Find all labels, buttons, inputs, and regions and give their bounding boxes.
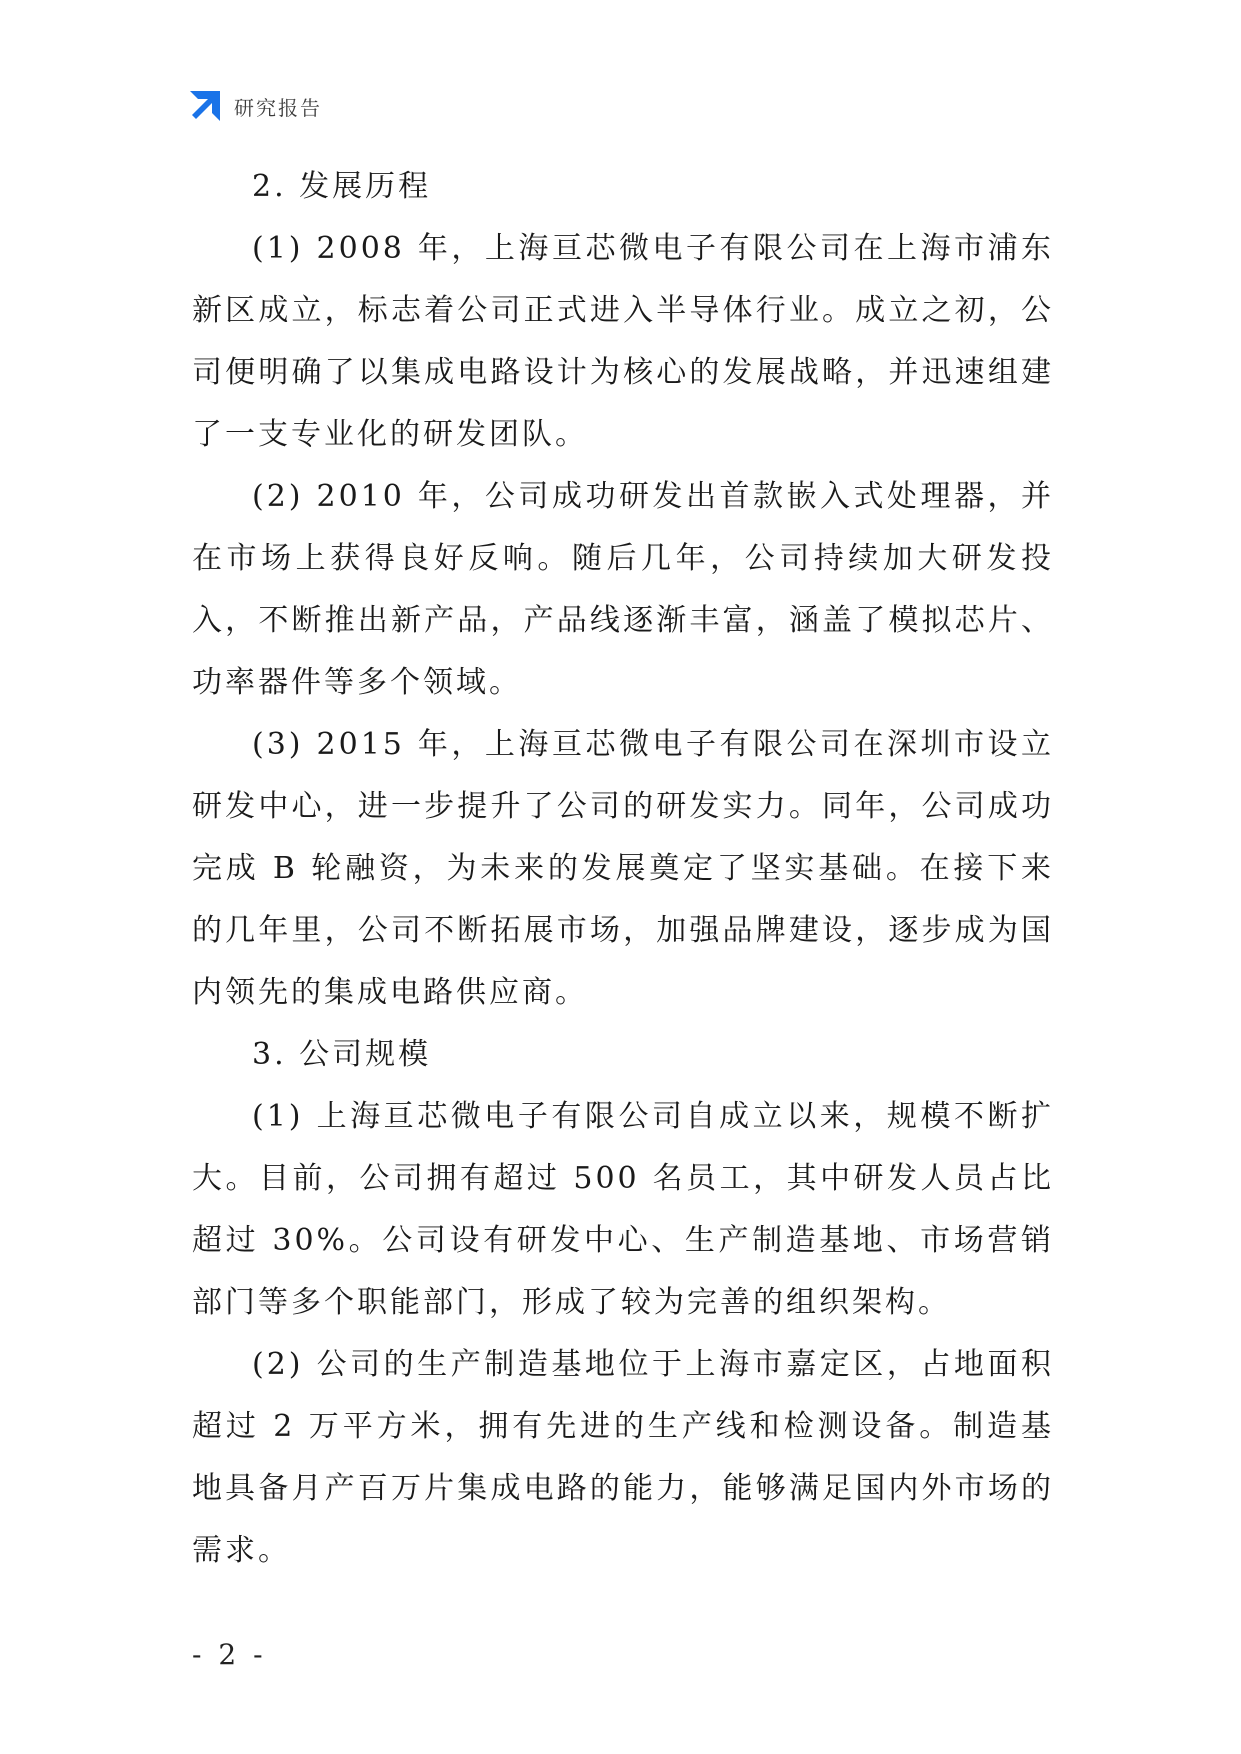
paragraph: (1) 上海亘芯微电子有限公司自成立以来，规模不断扩大。目前，公司拥有超过 500 名员工，其中研发人员占比超过 30%。公司设有研发中心、生产制造基地、市场营销部门等多个职能部门，形成了较为完善的组织架构。: [192, 1099, 1054, 1320]
paragraph: (3) 2015 年，上海亘芯微电子有限公司在深圳市设立研发中心，进一步提升了公司的研发实力。同年，公司成功完成 B 轮融资，为未来的发展奠定了坚实基础。在接下来的几年里，公司不断拓展市场，加强品牌建设，逐步成为国内领先的集成电路供应商。: [192, 727, 1054, 1010]
page-header: [188, 88, 322, 124]
arrow-up-right-logo-icon: [188, 89, 222, 123]
paragraph: (1) 2008 年，上海亘芯微电子有限公司在上海市浦东新区成立，标志着公司正式进入半导体行业。成立之初，公司便明确了以集成电路设计为核心的发展战略，并迅速组建了一支专业化的研发团队。: [192, 231, 1054, 452]
page-number: - 2 -: [192, 1638, 267, 1671]
paragraph: (2) 公司的生产制造基地位于上海市嘉定区，占地面积超过 2 万平方米，拥有先进的生产线和检测设备。制造基地具备月产百万片集成电路的能力，能够满足国内外市场的需求。: [192, 1347, 1054, 1568]
section-heading-development: 2. 发展历程: [252, 169, 432, 204]
document-body: [192, 156, 1054, 1582]
header-title: 研究报告: [234, 95, 322, 120]
paragraph: (2) 2010 年，公司成功研发出首款嵌入式处理器，并在市场上获得良好反响。随后几年，公司持续加大研发投入，不断推出新产品，产品线逐渐丰富，涵盖了模拟芯片、功率器件等多个领域。: [192, 479, 1054, 700]
section-heading-scale: 3. 公司规模: [252, 1037, 432, 1072]
